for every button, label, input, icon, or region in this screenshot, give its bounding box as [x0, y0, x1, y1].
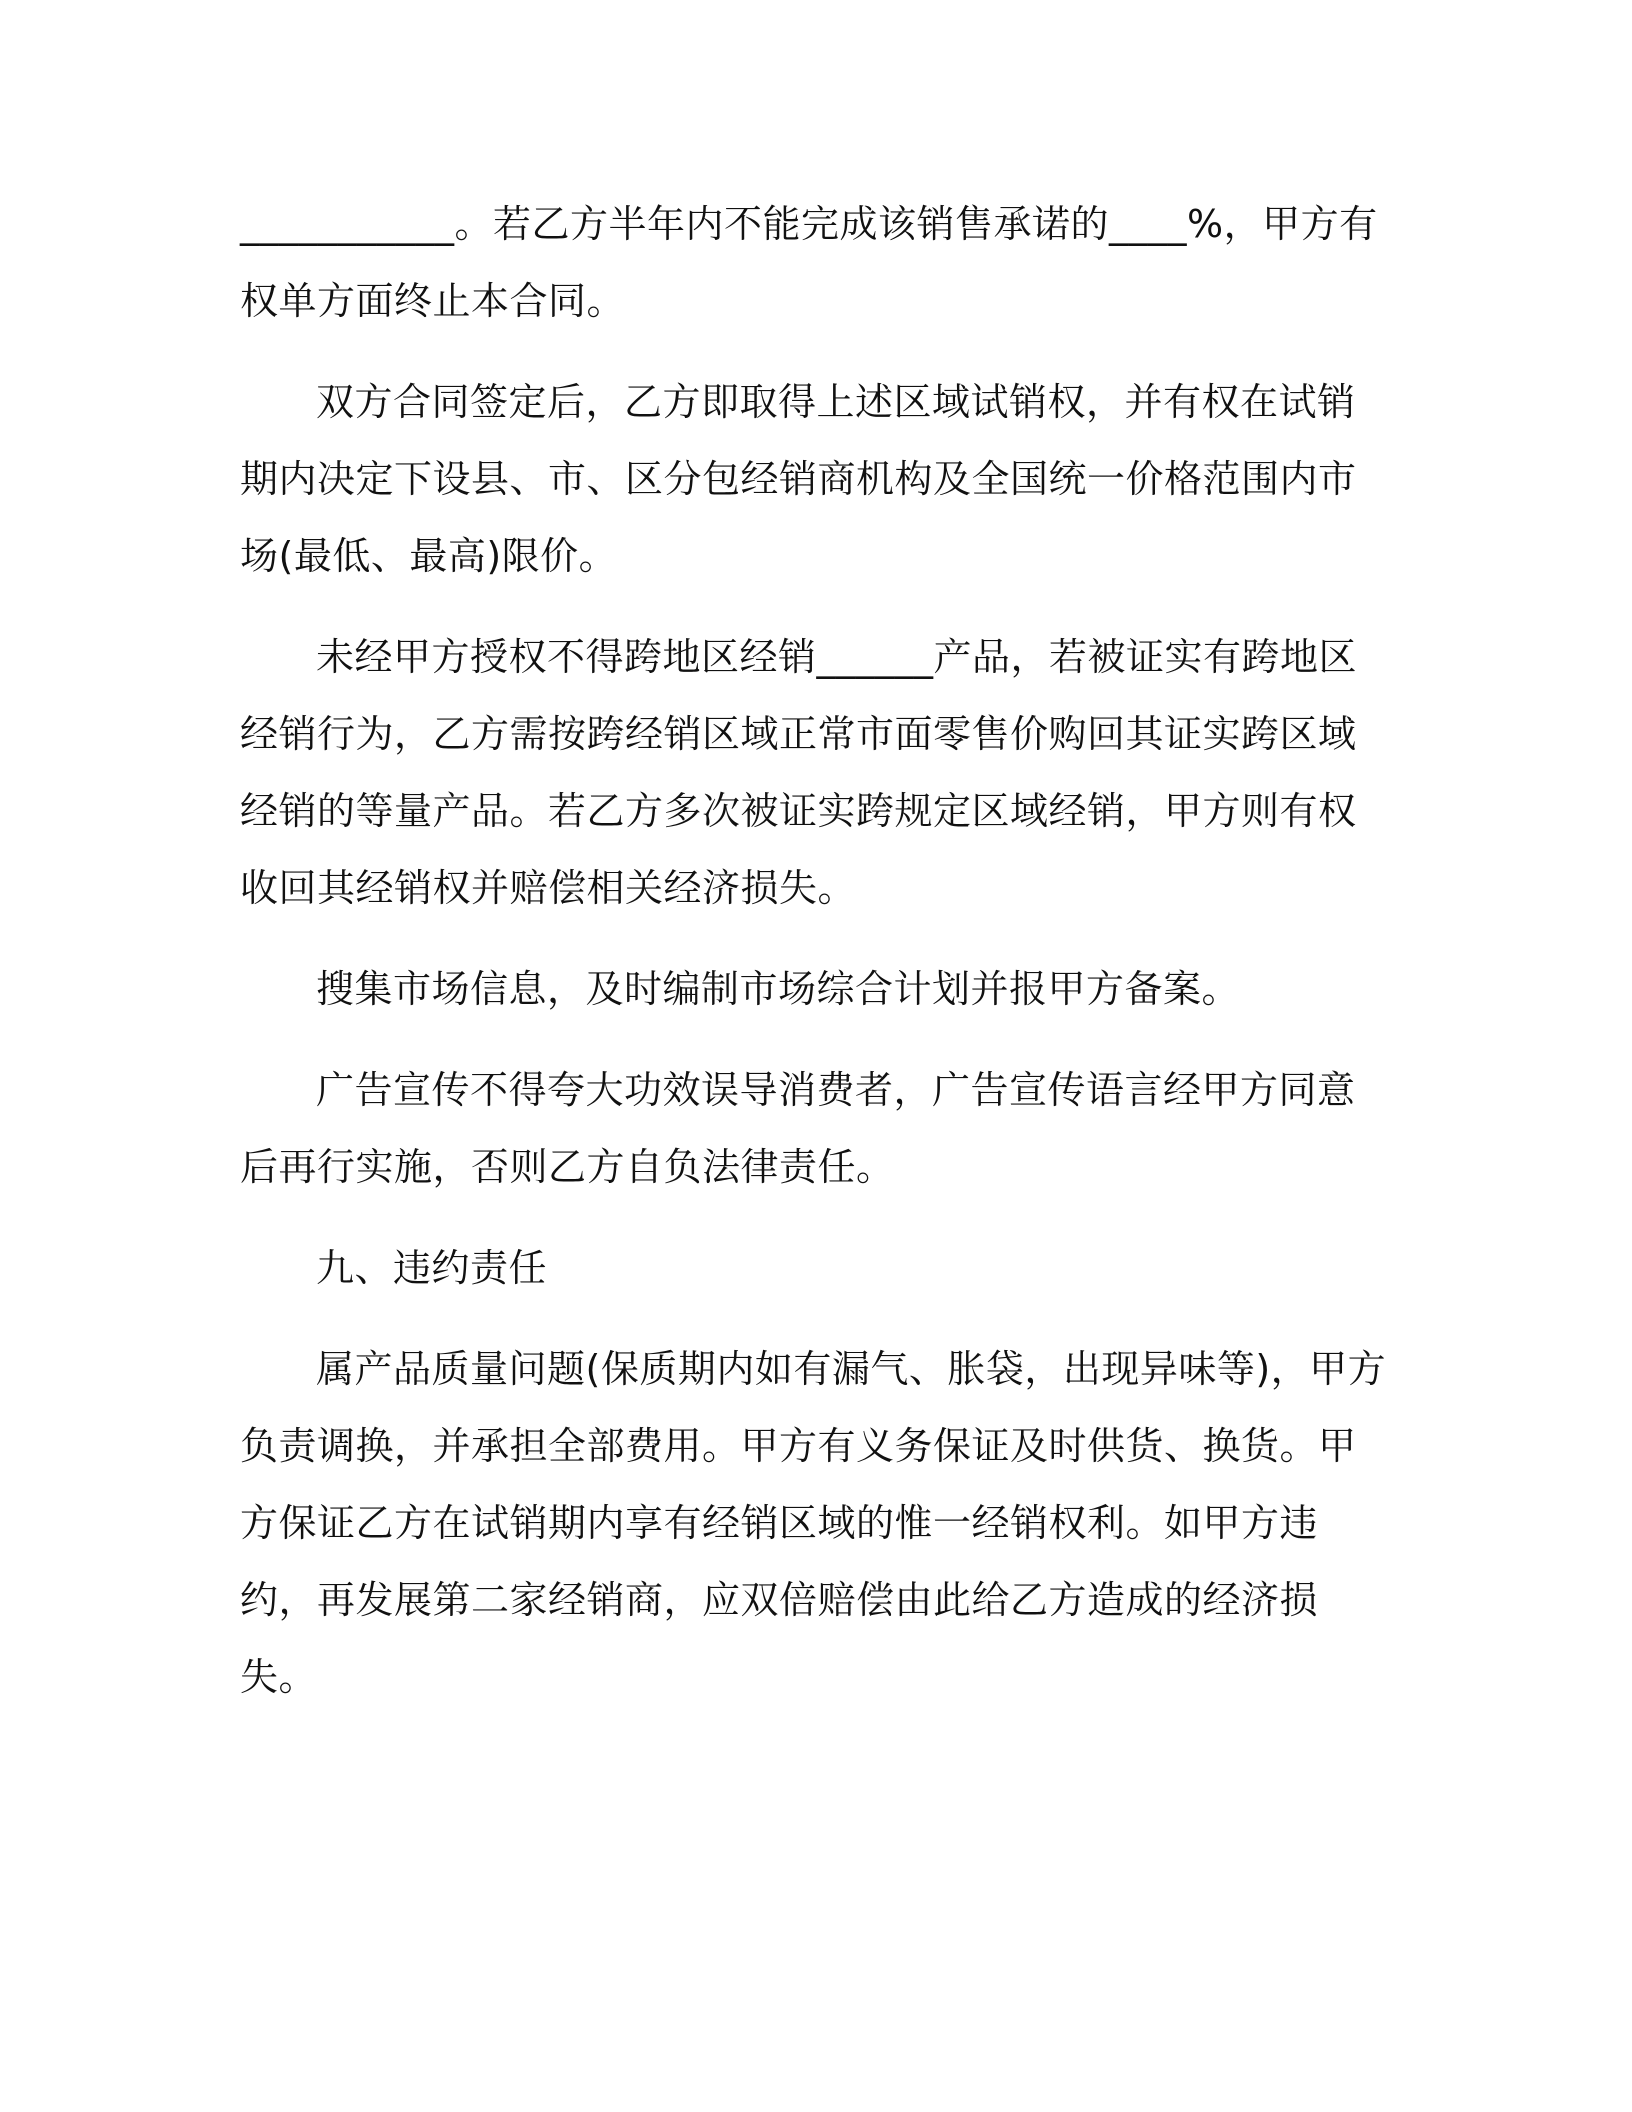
- paragraph-continuation: ___________。若乙方半年内不能完成该销售承诺的____%，甲方有权单方面终止本合同。: [240, 202, 1378, 323]
- paragraph-market-info: 搜集市场信息，及时编制市场综合计划并报甲方备案。: [316, 967, 1241, 1011]
- paragraph-trial-sales-rights: 双方合同签定后，乙方即取得上述区域试销权，并有权在试销期内决定下设县、市、区分包经销商机构及全国统一价格范围内市场(最低、最高)限价。: [240, 380, 1357, 578]
- paragraph-advertising: 广告宣传不得夸大功效误导消费者，广告宣传语言经甲方同意后再行实施，否则乙方自负法律责任。: [240, 1068, 1356, 1189]
- document-body: [240, 186, 1392, 1740]
- paragraph-quality-liability: 属产品质量问题(保质期内如有漏气、胀袋，出现异味等)，甲方负责调换，并承担全部费用。甲方有义务保证及时供货、换货。甲方保证乙方在试销期内享有经销区域的惟一经销权利。如甲方违约，再发展第二家经销商，应双倍赔偿由此给乙方造成的经济损失。: [240, 1347, 1387, 1699]
- section-heading: 九、违约责任: [316, 1246, 548, 1290]
- paragraph-cross-region-sales: 未经甲方授权不得跨地区经销______产品，若被证实有跨地区经销行为，乙方需按跨经销区域正常市面零售价购回其证实跨区域经销的等量产品。若乙方多次被证实跨规定区域经销，甲方则有权收回其经销权并赔偿相关经济损失。: [240, 635, 1358, 910]
